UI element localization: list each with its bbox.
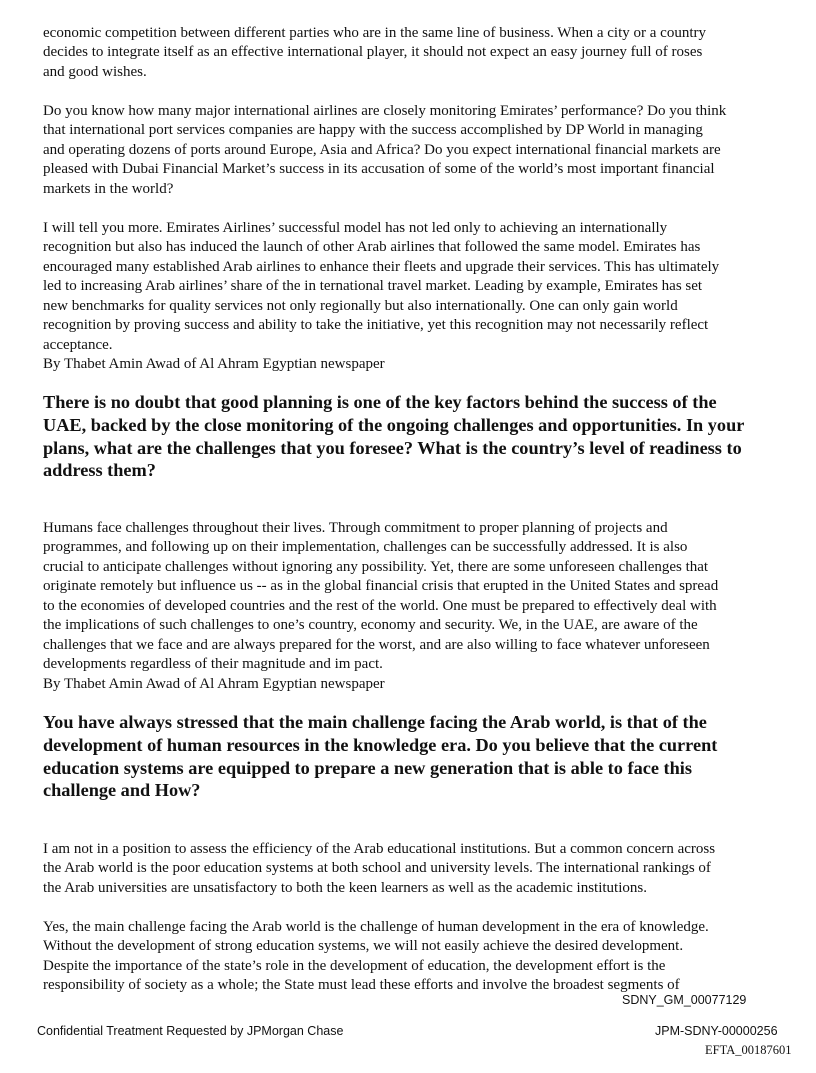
text-line: challenge and How?: [43, 780, 201, 801]
text-line: programmes, and following up on their implementation, challenges can be successfully addressed. It is also: [43, 539, 688, 556]
text-line: the Arab universities are unsatisfactory to both the keen learners as well as the academic institutions.: [43, 879, 647, 896]
text-line: the implications of such challenges to one’s country, economy and security. We, in the UAE, are aware of the: [43, 617, 698, 634]
text-line: Without the development of strong education systems, we will not easily achieve the desired development.: [43, 938, 684, 955]
text-line: Humans face challenges throughout their lives. Through commitment to proper planning of projects and: [43, 520, 668, 536]
byline: By Thabet Amin Awad of Al Ahram Egyptian newspaper: [43, 675, 385, 692]
text-line: plans, what are the challenges that you foresee? What is the country’s level of readiness to: [43, 437, 742, 458]
question-heading: [43, 391, 803, 482]
text-line: responsibility of society as a whole; the State must lead these efforts and involve the broadest segments of: [43, 977, 680, 994]
question-heading: [43, 711, 803, 802]
text-line: I will tell you more. Emirates Airlines’ successful model has not led only to achieving an internationally: [43, 220, 668, 236]
text-line: new benchmarks for quality services not only regionally but also internationally. One can only gain world: [43, 297, 678, 314]
text-line: I am not in a position to assess the efficiency of the Arab educational institutions. But a common concern across: [43, 841, 716, 857]
body-paragraph: [43, 840, 803, 898]
text-line: acceptance.: [43, 336, 113, 353]
text-line: to the economies of developed countries and the rest of the world. One must be prepared to effectively deal with: [43, 597, 717, 614]
text-line: UAE, backed by the close monitoring of the ongoing challenges and opportunities. In your: [43, 414, 745, 435]
text-line: recognition by proving success and ability to take the initiative, yet this recognition may not necessarily reflect: [43, 317, 709, 334]
text-line: pleased with Dubai Financial Market’s success in its accusation of some of the world’s most important financial: [43, 161, 715, 178]
text-line: Do you know how many major international airlines are closely monitoring Emirates’ performance? Do you think: [43, 103, 727, 119]
text-line: the Arab world is the poor education systems at both school and university levels. The international rankings of: [43, 860, 711, 877]
text-line: Yes, the main challenge facing the Arab world is the challenge of human development in the era of knowledge.: [43, 919, 709, 935]
text-line: crucial to anticipate challenges without ignoring any possibility. Yet, there are some unforeseen challenges that: [43, 558, 709, 575]
text-line: developments regardless of their magnitude and im pact.: [43, 656, 383, 673]
text-line: economic competition between different parties who are in the same line of business. When a city or a country: [43, 25, 706, 41]
byline: By Thabet Amin Awad of Al Ahram Egyptian newspaper: [43, 356, 385, 373]
text-line: recognition but also has induced the launch of other Arab airlines that followed the same model. Emirates has: [43, 239, 701, 256]
text-line: and good wishes.: [43, 63, 147, 80]
body-paragraph: [43, 102, 803, 199]
body-paragraph: [43, 519, 803, 694]
text-line: that international port services companies are happy with the success accomplished by DP World in managing: [43, 122, 703, 139]
text-line: and operating dozens of ports around Europe, Asia and Africa? Do you expect international financial markets are: [43, 141, 721, 158]
body-paragraph: [43, 918, 803, 996]
text-line: challenges that we face and are always prepared for the worst, and are also willing to face whatever unforeseen: [43, 636, 710, 653]
text-line: development of human resources in the knowledge era. Do you believe that the current: [43, 734, 718, 755]
text-line: markets in the world?: [43, 180, 174, 197]
text-line: education systems are equipped to prepare a new generation that is able to face this: [43, 757, 692, 778]
body-paragraph: [43, 219, 803, 375]
text-line: Despite the importance of the state’s role in the development of education, the development effort is the: [43, 957, 666, 974]
bates-number-sdny: SDNY_GM_00077129: [622, 993, 747, 1007]
text-line: originate remotely but influence us -- as in the global financial crisis that erupted in the United States and spread: [43, 578, 719, 595]
text-line: led to increasing Arab airlines’ share of the in ternational travel market. Leading by example, Emirates has set: [43, 278, 703, 295]
efta-number: EFTA_00187601: [705, 1043, 792, 1057]
text-line: decides to integrate itself as an effective international player, it should not expect an easy journey full of roses: [43, 44, 703, 61]
text-line: address them?: [43, 460, 156, 481]
confidentiality-notice: Confidential Treatment Requested by JPMorgan Chase: [37, 1024, 344, 1038]
body-paragraph: [43, 24, 803, 82]
text-line: encouraged many established Arab airlines to enhance their fleets and upgrade their services. This has ultimately: [43, 258, 720, 275]
text-line: You have always stressed that the main challenge facing the Arab world, is that of the: [43, 712, 707, 732]
text-line: There is no doubt that good planning is one of the key factors behind the success of the: [43, 392, 717, 412]
bates-number-jpm: JPM-SDNY-00000256: [655, 1024, 778, 1038]
